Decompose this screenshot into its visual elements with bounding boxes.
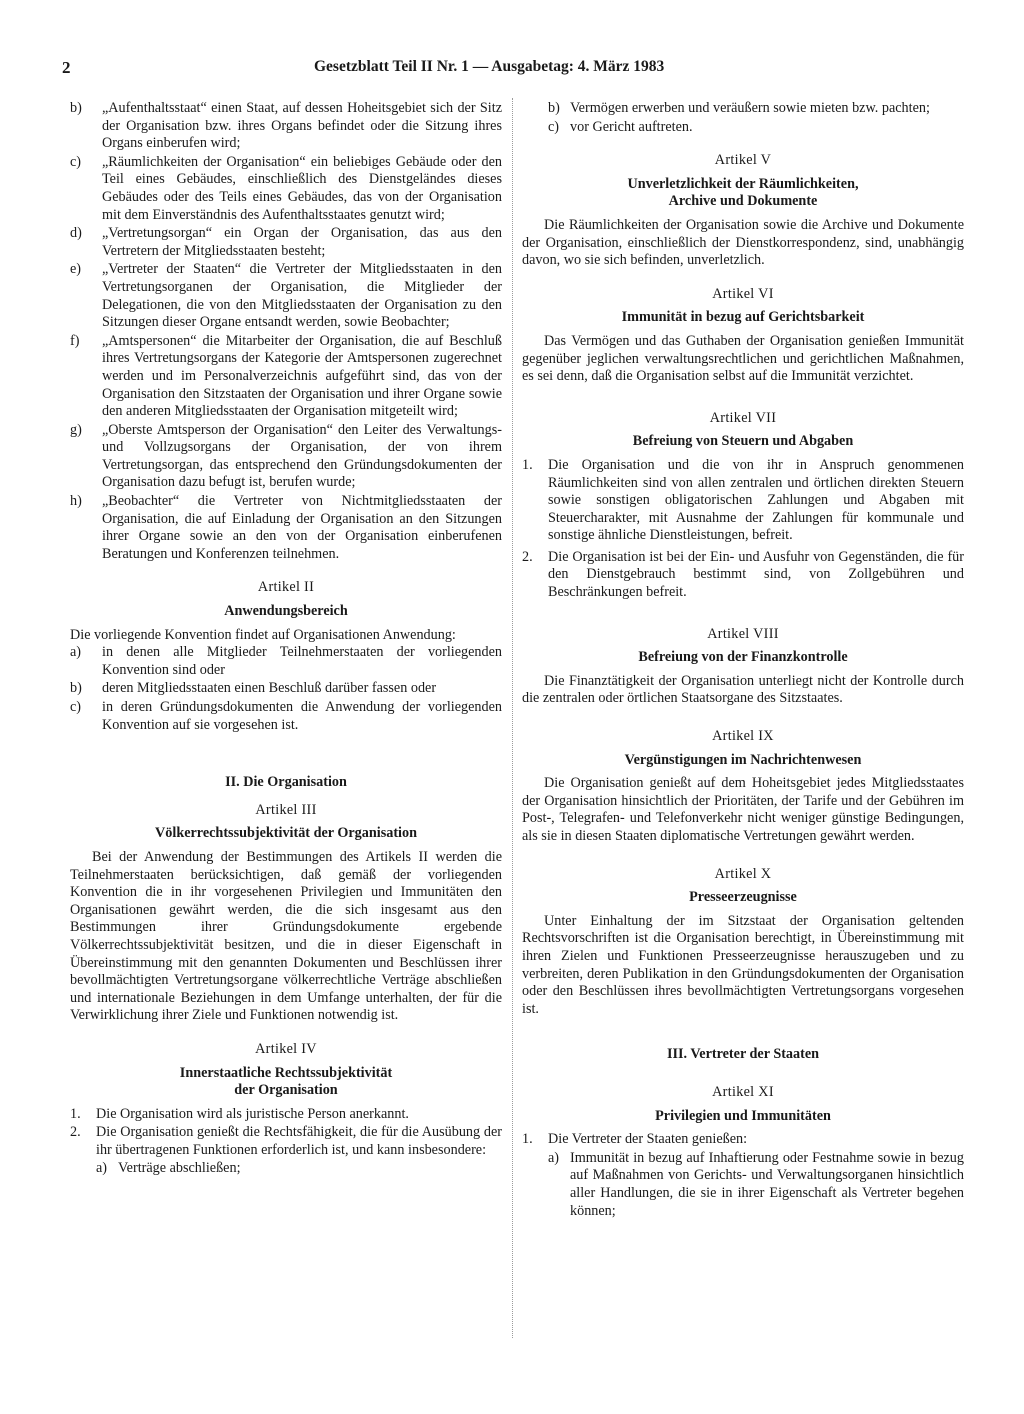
list-item [70,100,502,153]
item-label: 2. [522,548,533,565]
item-text: in denen alle Mitglieder Teilnehmerstaaten der vorliegenden Konvention sind oder [102,644,502,678]
list-item [70,644,502,679]
article-title: Anwendungsbereich [224,603,348,620]
item-label: e) [70,261,82,278]
item-text: „Vertretungsorgan“ ein Organ der Organisation, das aus den Vertretern der Mitgliedsstaaten besteht; [102,225,502,259]
item-text: Die Organisation ist bei der Ein- und Ausfuhr von Gegenständen, die für den Dienstgebrauch bestimmt sind, von Zollgebühren und Beschränkungen befreit. [548,548,964,601]
article-heading: Artikel V [714,152,772,169]
section-heading: II. Die Organisation [225,774,347,791]
item-label: b) [548,100,560,116]
article-title: Vergünstigungen im Nachrichtenwesen [624,751,862,768]
article-title: Presseerzeugnisse [689,889,797,906]
article-title: Immunität in bezug auf Gerichtsbarkeit [621,309,865,326]
article-heading: Artikel X [714,865,772,882]
definitions-list [70,100,502,563]
item-text: in deren Gründungsdokumenten die Anwendung der vorliegenden Konvention auf sie vorgesehen ist. [102,699,502,733]
item-text: „Beobachter“ die Vertreter von Nichtmitgliedsstaaten der Organisation, die auf Einladung der Organisation an den Sitzungen ihrer Organe sowie an den von der Organisation einberufenen Beratungen und Konferenzen teilnehmen. [102,493,502,562]
list-item [70,699,502,734]
item-label: b) [70,680,82,697]
article-title: Unverletzlichkeit der Räumlichkeiten, [627,175,859,192]
list-item [70,422,502,492]
list-item [70,1106,502,1124]
item-label: 1. [70,1105,81,1122]
item-text: deren Mitgliedsstaaten einen Beschluß darüber fassen oder [102,680,437,697]
article-title: Privilegien und Immunitäten [655,1107,831,1124]
right-column [522,100,964,1221]
list-item [70,154,502,224]
item-label: a) [548,1149,560,1166]
item-label: c) [70,699,82,715]
item-text: Die Organisation genießt die Rechtsfähigkeit, die für die Ausübung der ihr übertragenen Funktionen erforderlich ist, und kann insbesondere: [96,1124,502,1158]
list-item [70,333,502,421]
article-heading: Artikel II [257,579,315,596]
article-paragraph: Die Finanztätigkeit der Organisation unterliegt nicht der Kontrolle durch die zentralen oder örtlichen Staatsorgane des Sitzstaates. [522,672,964,707]
article-paragraph: Das Vermögen und das Guthaben der Organisation genießen Immunität gegenüber jeglichen verwaltungsrechtlichen und gerichtlichen Maßnahmen, es sei denn, daß die Organisation selbst auf die Immunität verzichtet. [522,332,964,385]
left-column [70,100,502,1179]
item-text: Die Organisation und die von ihr in Anspruch genommenen Räumlichkeiten sind von allen zentralen und örtlichen direkten Steuern sowie sonstigen obligatorischen Zahlungen und Abgaben mit Steuercharakter, mit Ausnahme der Zahlungen für kommunale und sonstige ähnliche Dienstleistungen, befreit. [548,456,964,544]
item-text: „Aufenthaltsstaat“ einen Staat, auf dessen Hoheitsgebiet sich der Sitz der Organisation bzw. ihres Organs befindet oder die Sitzung ihres Organs einberufen wird; [102,100,502,152]
article-paragraph: Bei der Anwendung der Bestimmungen des Artikels II werden die Teilnehmerstaaten berücksichtigen, daß gemäß der vorliegenden Konvention die in ihr vorgesehenen Privilegien und Immunitäten den Organisationen gewährt werden, die die sich insgesamt aus den Bestimmungen ihrer Gründungsdokumente ergebende Völkerrechtssubjektivität besitzen, und die in dieser Eigenschaft in Übereinstimmung mit den genannten Dokumenten und Beschlüssen ihrer bevollmächtigten Vertretungsorgane völkerrechtliche Verträge abschließen und internationale Beziehungen in dem Umfange unterhalten, der für die Verwirklichung ihrer Ziele und Funktionen notwendig ist. [70,848,502,1024]
list-item [70,1124,502,1159]
item-text: Immunität in bezug auf Inhaftierung oder Festnahme sowie in bezug auf Maßnahmen von Gerichts- und Verwaltungsorganen hinsichtlich aller Handlungen, die sie in ihrer Eigenschaft als Vertreter begehen können; [570,1149,964,1219]
article-title: Innerstaatliche Rechtssubjektivität [179,1064,393,1081]
list-item [548,100,964,118]
item-text: Verträge abschließen; [118,1160,241,1177]
list-item [96,1160,502,1178]
item-label: a) [70,644,82,661]
article-heading: Artikel III [255,801,317,818]
list-item [548,119,964,137]
item-label: g) [70,421,82,438]
item-label: 2. [70,1124,81,1141]
list-item [70,680,502,698]
article-heading: Artikel XI [712,1083,774,1100]
article-title: der Organisation [234,1082,338,1099]
list-item [522,1131,964,1149]
item-label: 1. [522,1131,533,1148]
article-heading: Artikel VII [709,409,777,426]
article-title: Befreiung von Steuern und Abgaben [632,433,854,450]
item-label: c) [548,118,560,135]
article-title: Befreiung von der Finanzkontrolle [638,649,848,666]
item-label: d) [70,225,82,242]
item-text: „Amtspersonen“ die Mitarbeiter der Organisation, die auf Beschluß ihres Vertretungsorgans der Kategorie der Amtspersonen zugerechnet werden und im Personalverzeichnis aufgeführt sind, das von der Organisation den Sitzstaaten der Organisation und ihrer Organe sowie den anderen Mitgliedsstaaten der Organisation mitgeteilt wird; [102,332,502,420]
article-paragraph: Unter Einhaltung der im Sitzstaat der Organisation geltenden Rechtsvorschriften ist die Organisation berechtigt, in Übereinstimmung mit ihren Zielen und Funktionen Presseerzeugnisse herauszugeben und zu verbreiten, deren Publikation in den Gründungsdokumenten der Organisation oder den Beschlüssen ihres bevollmächtigten Vertretungsorgans vorgesehen ist. [522,912,964,1017]
item-label: 1. [522,456,533,473]
list-item [522,457,964,545]
item-text: „Oberste Amtsperson der Organisation“ den Leiter des Verwaltungs- und Vollzugsorgans der Organisation, der von ihrem Vertretungsorgan, das entsprechend den Gründungsdokumenten der Organisation dazu befugt ist, berufen wurde; [102,421,502,491]
list-item [70,261,502,331]
article-paragraph: Die Organisation genießt auf dem Hoheitsgebiet jedes Mitgliedsstaates der Organisation hinsichtlich der Prioritäten, der Tarife und der Gebühren im Post-, Telegrafen- und Telefonverkehr nicht weniger günstige Bedingungen, als sie in diesen Staaten diplomatische Vertretungen gewährt werden. [522,775,964,844]
item-label: h) [70,493,82,510]
list-item [522,549,964,602]
item-text: Die Organisation wird als juristische Person anerkannt. [96,1105,409,1122]
article-heading: Artikel IV [255,1040,317,1057]
item-text: „Räumlichkeiten der Organisation“ ein beliebiges Gebäude oder den Teil eines Gebäudes, einschließlich des Dienstgeländes dieses Gebäudes oder des Teils eines Gebäudes, das von der Organisation mit dem Einverständnis des Aufenthaltsstaates genutzt wird; [102,153,502,223]
section-heading: III. Vertreter der Staaten [666,1046,820,1063]
page-header [62,56,962,86]
article-paragraph: Die vorliegende Konvention findet auf Organisationen Anwendung: [70,626,456,643]
item-text: Die Vertreter der Staaten genießen: [548,1131,748,1148]
list-item [70,493,502,563]
item-label: b) [70,100,82,116]
header-title: Gesetzblatt Teil II Nr. 1 — Ausgabetag: 4. März 1983 [314,58,665,75]
item-label: c) [70,153,82,170]
article-title: Völkerrechtssubjektivität der Organisation [155,825,417,842]
list-item [548,1150,964,1220]
item-text: vor Gericht auftreten. [570,118,693,135]
article-paragraph: Die Räumlichkeiten der Organisation sowie die Archive und Dokumente der Organisation, einschließlich der Dienstkorrespondenz, sind, unabhängig davon, wo sie sich befinden, unverletzlich. [522,216,964,269]
item-label: f) [70,332,80,349]
article-heading: Artikel VI [712,285,774,302]
item-label: a) [96,1160,108,1177]
page-number: 2 [62,58,71,77]
article-heading: Artikel VIII [707,625,779,642]
article-title: Archive und Dokumente [668,193,818,210]
item-text: Vermögen erwerben und veräußern sowie mieten bzw. pachten; [570,100,930,116]
list-item [70,225,502,260]
item-text: „Vertreter der Staaten“ die Vertreter der Mitgliedsstaaten in den Vertretungsorganen der Organisation, die Mitglieder der Delegationen, die von den Mitgliedsstaaten der Organisation zu den Sitzungen dieser Organe entsandt werden, sowie Beobachter; [102,261,502,331]
column-divider [512,98,513,1338]
article-heading: Artikel IX [712,728,774,745]
